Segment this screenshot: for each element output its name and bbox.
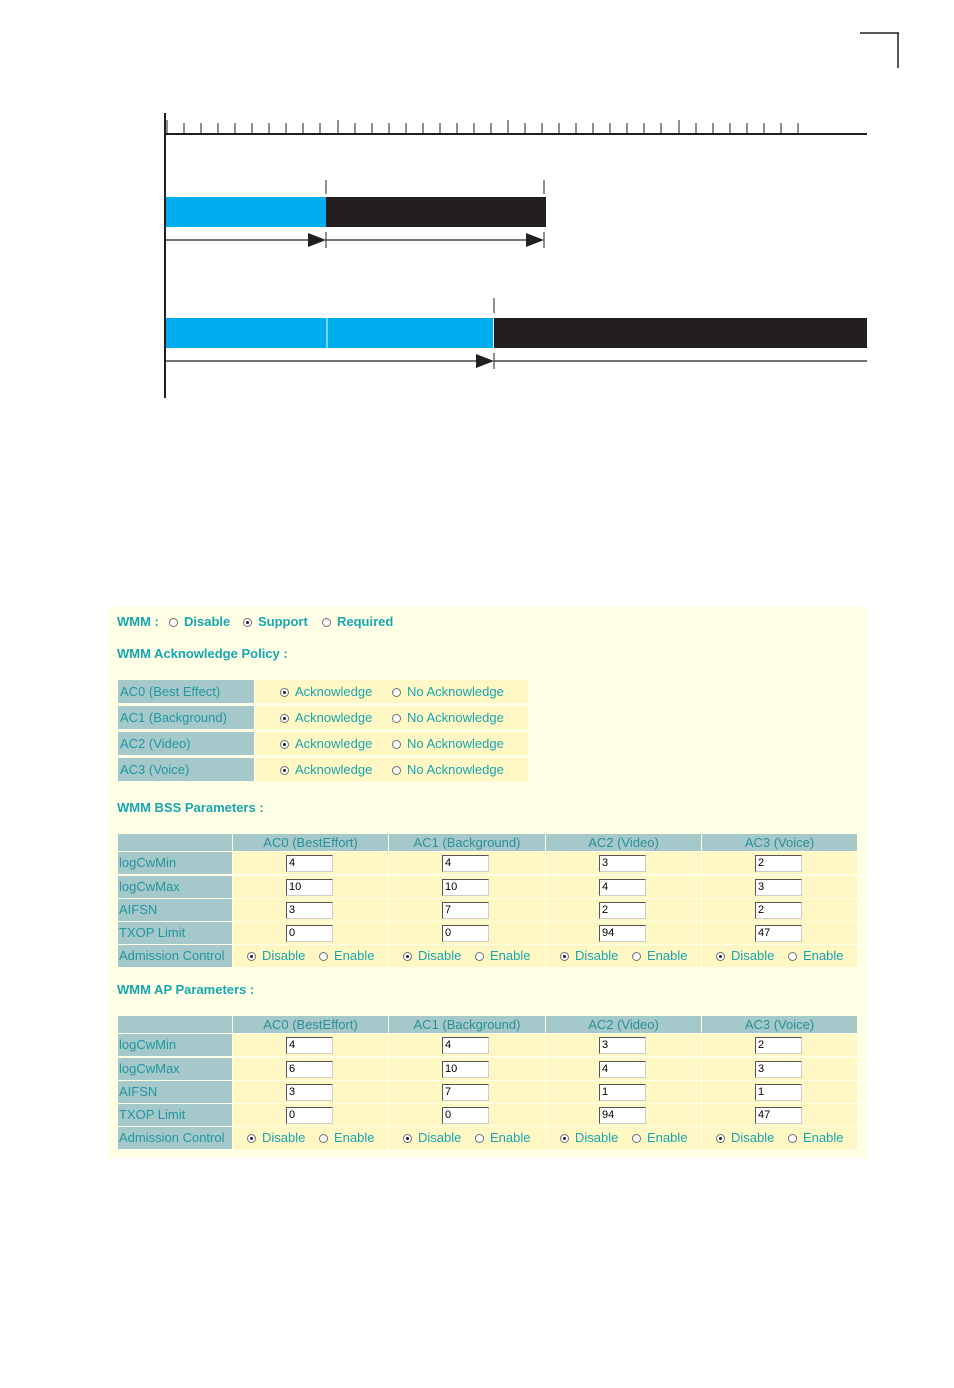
radio-icon[interactable]: [475, 1134, 484, 1143]
param-input[interactable]: 94: [599, 925, 646, 942]
radio-icon[interactable]: [169, 618, 178, 627]
radio-selected-icon[interactable]: [243, 618, 252, 627]
admission-option-enable-label: Enable: [803, 948, 844, 963]
admission-option-disable[interactable]: [247, 1127, 305, 1149]
time-axis-ticks: [167, 120, 798, 134]
admission-option-enable-label: Enable: [334, 948, 375, 963]
wmm-option-required[interactable]: Required: [322, 614, 393, 629]
param-row-label: logCwMin: [118, 852, 232, 874]
aifs-bar-1: [166, 197, 326, 227]
admission-option-enable-label: Enable: [334, 1130, 375, 1145]
ack-row-options: [255, 732, 528, 755]
admission-option-enable[interactable]: [632, 945, 687, 967]
radio-selected-icon[interactable]: [716, 952, 725, 961]
arrow-head: [476, 354, 494, 368]
param-cell: [389, 876, 545, 898]
param-input[interactable]: 3: [599, 1037, 646, 1054]
param-input[interactable]: 7: [442, 902, 489, 919]
aifs-bar-2: [166, 318, 493, 348]
param-input[interactable]: 6: [286, 1061, 333, 1078]
param-cell: [233, 852, 388, 874]
radio-selected-icon[interactable]: [560, 952, 569, 961]
radio-icon[interactable]: [788, 1134, 797, 1143]
column-header: AC2 (Video): [546, 834, 701, 851]
ack-option-no-acknowledge-label: No Acknowledge: [407, 762, 504, 777]
param-cell: [389, 899, 545, 921]
column-header: AC1 (Background): [389, 1016, 545, 1033]
param-input[interactable]: 47: [755, 1107, 802, 1124]
backoff-bar-2: [494, 318, 867, 348]
param-input[interactable]: 2: [755, 1037, 802, 1054]
param-cell: [389, 1034, 545, 1056]
ack-option-acknowledge[interactable]: [280, 758, 372, 781]
column-header: AC2 (Video): [546, 1016, 701, 1033]
param-cell: [389, 922, 545, 944]
ack-option-no-acknowledge-label: No Acknowledge: [407, 684, 504, 699]
radio-selected-icon[interactable]: [280, 740, 289, 749]
param-cell: [389, 852, 545, 874]
timing-diagram: [0, 0, 954, 420]
admission-option-disable[interactable]: [716, 945, 774, 967]
param-cell: [389, 1081, 545, 1103]
admission-option-enable[interactable]: [319, 1127, 374, 1149]
ack-option-acknowledge-label: Acknowledge: [295, 684, 373, 699]
radio-icon[interactable]: [322, 618, 331, 627]
param-input[interactable]: 0: [442, 1107, 489, 1124]
radio-icon[interactable]: [392, 766, 401, 775]
column-header: AC1 (Background): [389, 834, 545, 851]
admission-option-enable-label: Enable: [647, 1130, 688, 1145]
param-row-label: logCwMin: [118, 1034, 232, 1056]
admission-option-disable-label: Disable: [418, 948, 462, 963]
admission-option-enable[interactable]: [788, 945, 843, 967]
param-input[interactable]: 3: [755, 879, 802, 896]
admission-cell: [389, 1127, 545, 1149]
admission-cell: [546, 945, 701, 967]
param-cell: [702, 876, 857, 898]
param-input[interactable]: 4: [442, 855, 489, 872]
radio-icon[interactable]: [392, 740, 401, 749]
param-input[interactable]: 3: [286, 902, 333, 919]
admission-option-disable[interactable]: [403, 945, 461, 967]
admission-option-disable-label: Disable: [418, 1130, 462, 1145]
param-input[interactable]: 7: [442, 1084, 489, 1101]
param-input[interactable]: 3: [599, 855, 646, 872]
param-input[interactable]: 4: [599, 1061, 646, 1078]
param-cell: [702, 922, 857, 944]
ack-row-label: AC0 (Best Effect): [118, 680, 254, 703]
ap-params-title: WMM AP Parameters :: [117, 982, 255, 997]
ack-row-options: [255, 680, 528, 703]
param-cell: [233, 1104, 388, 1126]
param-cell: [233, 1081, 388, 1103]
param-input[interactable]: 3: [755, 1061, 802, 1078]
admission-option-enable[interactable]: [475, 945, 530, 967]
param-cell: [546, 852, 701, 874]
param-cell: [702, 899, 857, 921]
ack-option-acknowledge-label: Acknowledge: [295, 762, 373, 777]
param-input[interactable]: 0: [286, 1107, 333, 1124]
ack-option-acknowledge-label: Acknowledge: [295, 710, 373, 725]
admission-option-disable-label: Disable: [575, 948, 619, 963]
ack-option-acknowledge[interactable]: [280, 732, 372, 755]
param-cell: [702, 1058, 857, 1080]
admission-option-disable-label: Disable: [262, 1130, 306, 1145]
param-cell: [389, 1104, 545, 1126]
radio-selected-icon[interactable]: [280, 688, 289, 697]
param-input[interactable]: 2: [599, 902, 646, 919]
radio-selected-icon[interactable]: [403, 952, 412, 961]
param-input[interactable]: 1: [599, 1084, 646, 1101]
admission-cell: [233, 1127, 388, 1149]
ack-option-no-acknowledge[interactable]: [392, 706, 504, 729]
wmm-label: WMM :: [117, 614, 159, 629]
radio-selected-icon[interactable]: [716, 1134, 725, 1143]
ack-option-acknowledge-label: Acknowledge: [295, 736, 373, 751]
param-row-label: TXOP Limit: [118, 922, 232, 944]
param-cell: [702, 852, 857, 874]
param-row-label: TXOP Limit: [118, 1104, 232, 1126]
column-header: AC0 (BestEffort): [233, 834, 388, 851]
param-cell: [546, 899, 701, 921]
radio-icon[interactable]: [632, 1134, 641, 1143]
admission-cell: [233, 945, 388, 967]
radio-selected-icon[interactable]: [247, 1134, 256, 1143]
param-cell: [546, 1058, 701, 1080]
param-input[interactable]: 2: [755, 902, 802, 919]
ack-option-no-acknowledge-label: No Acknowledge: [407, 710, 504, 725]
param-cell: [546, 1034, 701, 1056]
radio-icon[interactable]: [319, 1134, 328, 1143]
admission-option-enable[interactable]: [788, 1127, 843, 1149]
param-input[interactable]: 47: [755, 925, 802, 942]
bss-params-title: WMM BSS Parameters :: [117, 800, 264, 815]
admission-option-enable[interactable]: [475, 1127, 530, 1149]
admission-option-enable-label: Enable: [490, 1130, 531, 1145]
admission-cell: [389, 945, 545, 967]
admission-option-disable-label: Disable: [731, 1130, 775, 1145]
param-cell: [233, 1034, 388, 1056]
wmm-option-disable[interactable]: Disable: [169, 614, 230, 629]
radio-icon[interactable]: [319, 952, 328, 961]
column-header: AC3 (Voice): [702, 1016, 857, 1033]
admission-option-enable-label: Enable: [647, 948, 688, 963]
radio-selected-icon[interactable]: [247, 952, 256, 961]
backoff-bar-1: [326, 197, 546, 227]
table-header-corner: [118, 834, 232, 851]
param-input[interactable]: 4: [286, 855, 333, 872]
param-cell: [233, 922, 388, 944]
param-cell: [546, 876, 701, 898]
ack-option-no-acknowledge[interactable]: [392, 732, 504, 755]
admission-option-disable[interactable]: [247, 945, 305, 967]
table-header-corner: [118, 1016, 232, 1033]
admission-cell: [546, 1127, 701, 1149]
ack-policy-title: WMM Acknowledge Policy :: [117, 646, 288, 661]
param-cell: [546, 1104, 701, 1126]
radio-selected-icon[interactable]: [280, 766, 289, 775]
arrow-head: [526, 233, 544, 247]
param-cell: [546, 1081, 701, 1103]
admission-option-disable-label: Disable: [575, 1130, 619, 1145]
arrow-head: [308, 233, 326, 247]
admission-option-enable[interactable]: [319, 945, 374, 967]
ack-row-options: [255, 758, 528, 781]
param-cell: [702, 1081, 857, 1103]
radio-icon[interactable]: [475, 952, 484, 961]
param-row-label: logCwMax: [118, 1058, 232, 1080]
admission-cell: [702, 945, 857, 967]
param-cell: [546, 922, 701, 944]
param-input[interactable]: 94: [599, 1107, 646, 1124]
wmm-option-support[interactable]: Support: [243, 614, 308, 629]
param-input[interactable]: 4: [599, 879, 646, 896]
param-input[interactable]: 4: [286, 1037, 333, 1054]
ack-row-label: AC3 (Voice): [118, 758, 254, 781]
admission-option-disable[interactable]: [560, 1127, 618, 1149]
column-header: AC0 (BestEffort): [233, 1016, 388, 1033]
ack-row-label: AC2 (Video): [118, 732, 254, 755]
param-input[interactable]: 3: [286, 1084, 333, 1101]
radio-icon[interactable]: [788, 952, 797, 961]
radio-icon[interactable]: [632, 952, 641, 961]
param-input[interactable]: 1: [755, 1084, 802, 1101]
radio-selected-icon[interactable]: [280, 714, 289, 723]
param-input[interactable]: 10: [286, 879, 333, 896]
ack-option-no-acknowledge-label: No Acknowledge: [407, 736, 504, 751]
param-cell: [233, 899, 388, 921]
param-input[interactable]: 2: [755, 855, 802, 872]
radio-icon[interactable]: [392, 714, 401, 723]
param-input[interactable]: 10: [442, 1061, 489, 1078]
param-input[interactable]: 0: [442, 925, 489, 942]
param-cell: [389, 1058, 545, 1080]
radio-selected-icon[interactable]: [403, 1134, 412, 1143]
ack-option-no-acknowledge[interactable]: [392, 758, 504, 781]
param-row-label: AIFSN: [118, 1081, 232, 1103]
admission-cell: [702, 1127, 857, 1149]
admission-control-label: Admission Control: [118, 1127, 232, 1149]
param-input[interactable]: 4: [442, 1037, 489, 1054]
radio-icon[interactable]: [392, 688, 401, 697]
ack-option-acknowledge[interactable]: [280, 680, 372, 703]
ack-row-options: [255, 706, 528, 729]
param-input[interactable]: 0: [286, 925, 333, 942]
ack-row-label: AC1 (Background): [118, 706, 254, 729]
admission-option-disable[interactable]: [403, 1127, 461, 1149]
admission-control-label: Admission Control: [118, 945, 232, 967]
param-input[interactable]: 10: [442, 879, 489, 896]
ack-option-acknowledge[interactable]: [280, 706, 372, 729]
param-row-label: logCwMax: [118, 876, 232, 898]
admission-option-enable-label: Enable: [803, 1130, 844, 1145]
ack-option-no-acknowledge[interactable]: [392, 680, 504, 703]
param-cell: [702, 1104, 857, 1126]
param-row-label: AIFSN: [118, 899, 232, 921]
admission-option-disable[interactable]: [716, 1127, 774, 1149]
param-cell: [233, 876, 388, 898]
column-header: AC3 (Voice): [702, 834, 857, 851]
admission-option-disable[interactable]: [560, 945, 618, 967]
radio-selected-icon[interactable]: [560, 1134, 569, 1143]
admission-option-disable-label: Disable: [731, 948, 775, 963]
admission-option-enable-label: Enable: [490, 948, 531, 963]
param-cell: [702, 1034, 857, 1056]
admission-option-enable[interactable]: [632, 1127, 687, 1149]
param-cell: [233, 1058, 388, 1080]
admission-option-disable-label: Disable: [262, 948, 306, 963]
